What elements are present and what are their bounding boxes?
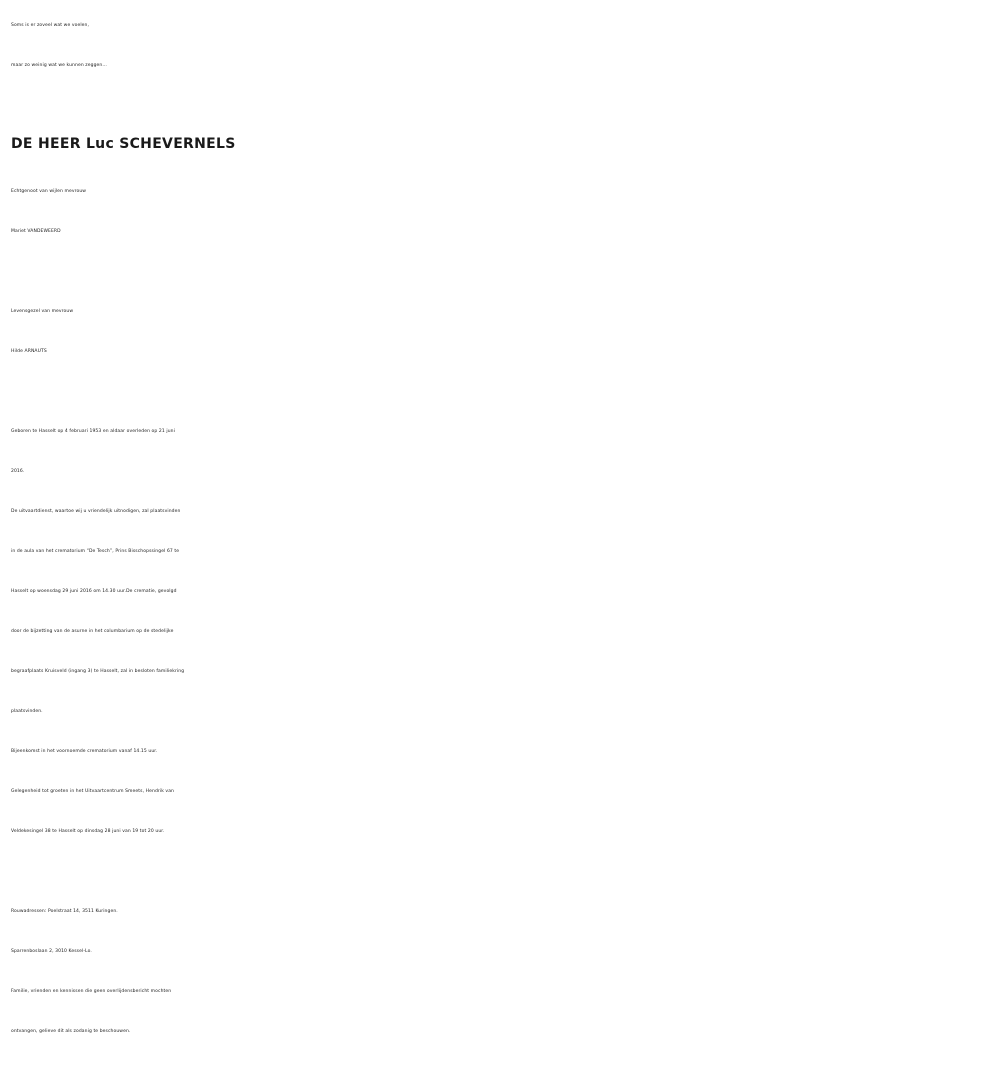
service-line-2: in de aula van het crematorium “De Tesch”, Prins Bisschopssingel 67 te <box>11 549 180 554</box>
intro-line-1: Soms is er zoveel wat we voelen, <box>11 23 90 28</box>
notice-line-2: ontvangen, gelieve dit als zodanig te beschouwen. <box>11 1029 131 1034</box>
obituary-notice <box>11 6 993 1052</box>
address-line-1: Rouwadressen: Poelstraat 14, 3511 Kuringen. <box>11 909 118 914</box>
spacer <box>11 252 993 292</box>
service-line-3: Hasselt op woensdag 29 juni 2016 om 14.30 uur.De crematie, gevolgd <box>11 589 177 594</box>
visit-line-1: Gelegenheid tot groeten in het Uitvaartcentrum Smeets, Hendrik van <box>11 789 175 794</box>
birth-line-1: Geboren te Hasselt op 4 februari 1953 en aldaar overleden op 21 juni <box>11 429 175 434</box>
visit-line-2: Veldekesingel 38 te Hasselt op dinsdag 28 juni van 19 tot 20 uur. <box>11 829 165 834</box>
meeting-line: Bijeenkomst in het voornoemde crematorium vanaf 14.15 uur. <box>11 749 158 754</box>
service-line-5: begraafplaats Kruisveld (ingang 3) te Hasselt, zal in besloten familiekring <box>11 669 185 674</box>
address-line-2: Sparrenboslaan 2, 3010 Kessel-Lo. <box>11 949 92 954</box>
deceased-name: DE HEER Luc SCHEVERNELS <box>11 136 236 152</box>
intro-line-2: maar zo weinig wat we kunnen zeggen… <box>11 63 107 68</box>
spacer <box>11 372 993 412</box>
addresses-block <box>11 892 993 1052</box>
spacer <box>11 852 993 892</box>
service-line-6: plaatsvinden. <box>11 709 43 714</box>
partner-block <box>11 292 993 372</box>
spouse-block <box>11 172 993 252</box>
service-line-1: De uitvaartdienst, waartoe wij u vriendelijk uitnodigen, zal plaatsvinden <box>11 509 181 514</box>
details-block <box>11 412 993 852</box>
partner-line-2: Hilde ARNAUTS <box>11 349 47 354</box>
notice-line-1: Familie, vrienden en kennissen die geen overlijdensbericht mochten <box>11 989 172 994</box>
birth-line-2: 2016. <box>11 469 25 474</box>
spouse-line-2: Mariet VANDEWEERD <box>11 229 61 234</box>
service-line-4: door de bijzetting van de asurne in het columbarium op de stedelijke <box>11 629 174 634</box>
intro-quote <box>11 6 993 86</box>
spouse-line-1: Echtgenoot van wijlen mevrouw <box>11 189 87 194</box>
partner-line-1: Levensgezel van mevrouw <box>11 309 74 314</box>
